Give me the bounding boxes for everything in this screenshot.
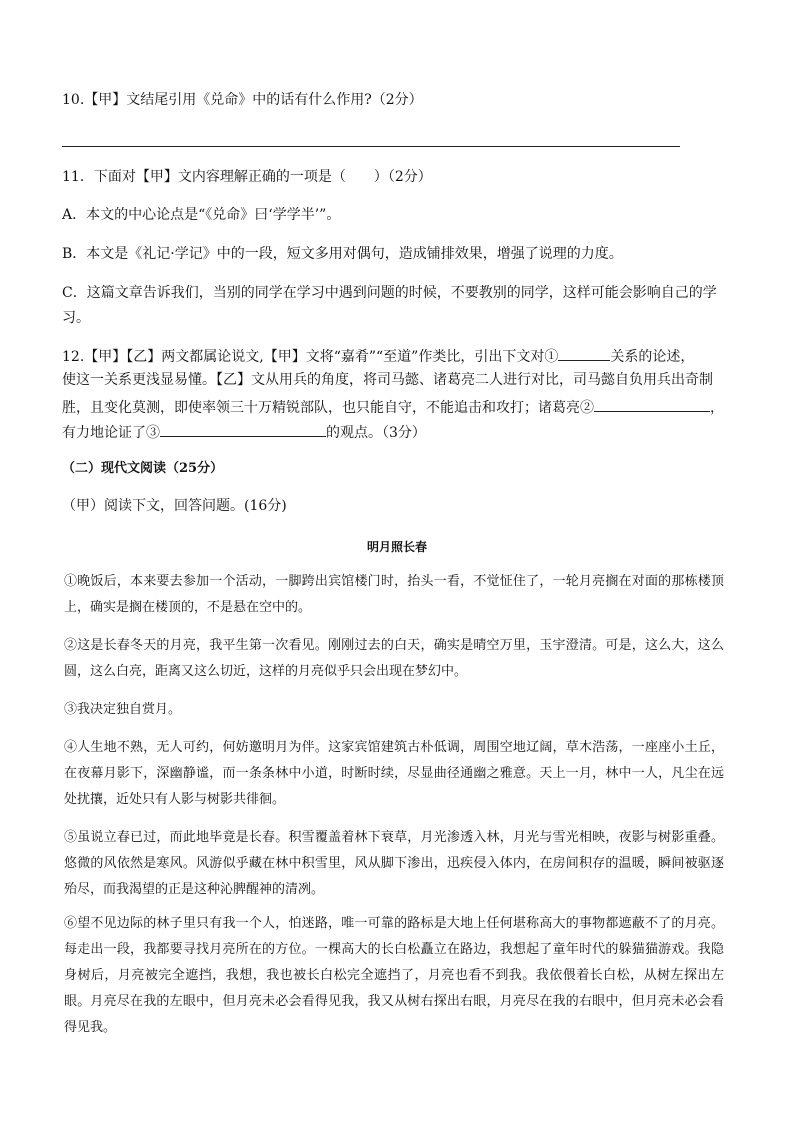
- article-paragraph-6: [64, 911, 724, 1041]
- question-11-option-c-cont: 习。: [62, 310, 90, 326]
- article-paragraph-2: [64, 633, 724, 685]
- paragraph-text: ⑤虽说立春已过，而此地毕竟是长春。积雪覆盖着林下衰草，月光渗透入林，月光与雪光相映，夜影与树影重叠。悠微的风依然是寒风。风游似乎藏在林中积雪里，风从脚下渗出，迅疾侵入体内，在房间积存的温暖，瞬间被驱逐殆尽，而我渴望的正是这种沁脾醒神的清冽。: [64, 830, 724, 897]
- question-11-option-b: B．本文是《礼记·学记》中的一段，短文多用对偶句，造成铺排效果，增强了说理的力度。: [62, 246, 623, 262]
- paragraph-text: ③我决定独自赏月。: [64, 702, 182, 717]
- question-12-text: 的观点。（3分）: [326, 425, 426, 441]
- question-12-text: 关系的论述，: [610, 349, 695, 365]
- question-12-text: ，: [710, 400, 724, 416]
- question-10: 10.【甲】文结尾引用《兑命》中的话有什么作用?（2分）: [62, 92, 423, 108]
- question-12-text: 12.【甲】【乙】两文都属论说文,【甲】文将“嘉肴”“至道”作类比，引出下文对①: [62, 349, 559, 365]
- article-paragraph-3: [64, 697, 724, 723]
- section-heading: （二）现代文阅读（25分）: [62, 461, 224, 476]
- question-11-stem: 11．下面对【甲】文内容理解正确的一项是（ ）（2分）: [62, 169, 432, 185]
- answer-blank-2: [594, 397, 710, 412]
- question-11-option-c: C．这篇文章告诉我们，当别的同学在学习中遇到问题的时候，不要教别的同学，这样可能会影响自己的学: [62, 285, 717, 301]
- answer-blank-1: [558, 346, 610, 361]
- paragraph-text: ④人生地不熟，无人可约，何妨邀明月为伴。这家宾馆建筑古朴低调，周围空地辽阔，草木浩荡，一座座小土丘，在夜幕月影下，深幽静谧，而一条条林中小道，时断时续，尽显曲径通幽之雅意。天上一月，林中一人，凡尘在远处扰攘，近处只有人影与树影共徘徊。: [64, 740, 724, 807]
- article-title: 明月照长春: [366, 540, 427, 554]
- question-12-line-2: 使这一关系更浅显易懂。【乙】文从用兵的角度，将司马懿、诸葛亮二人进行对比，司马懿自负用兵出奇制: [62, 372, 713, 388]
- article-paragraph-5: [64, 825, 724, 903]
- question-12-line-4: [62, 422, 426, 442]
- question-12-line-1: [62, 346, 694, 366]
- answer-line-q10: [62, 146, 680, 147]
- article-paragraph-4: [64, 735, 724, 813]
- question-12-text: 胜，且变化莫测，即使率领三十万精锐部队，也只能自守，不能追击和攻打；诸葛亮②: [62, 400, 594, 416]
- section-subheading: （甲）阅读下文，回答问题。(16分): [62, 498, 287, 514]
- question-12-text: 有力地论证了③: [62, 425, 160, 441]
- paragraph-text: ⑥望不见边际的林子里只有我一个人，怕迷路，唯一可靠的路标是大地上任何堪称高大的事物都遮蔽不了的月亮。每走出一段，我都要寻找月亮所在的方位。一棵高大的长白松矗立在路边，我想起了童年时代的躲猫猫游戏。我隐身树后，月亮被完全遮挡，我想，我也被长白松完全遮挡了，月亮也看不到我。我依偎着长白松，从树左探出左眼。月亮尽在我的左眼中，但月亮未必会看得见我，我又从树右探出右眼，月亮尽在我的右眼中，但月亮未必会看得见我。: [64, 916, 724, 1035]
- answer-blank-3: [160, 422, 326, 437]
- paragraph-text: ②这是长春冬天的月亮，我平生第一次看见。刚刚过去的白天，确实是晴空万里，玉宇澄清。可是，这么大，这么圆，这么白亮，距离又这么切近，这样的月亮似乎只会出现在梦幻中。: [64, 638, 724, 679]
- question-11-option-a: A．本文的中心论点是“《兑命》曰‘学学半’”。: [62, 207, 341, 223]
- question-12-line-3: [62, 397, 724, 417]
- paragraph-text: ①晚饭后，本来要去参加一个活动，一脚跨出宾馆楼门时，抬头一看，不觉怔住了，一轮月亮搁在对面的那栋楼顶上，确实是搁在楼顶的，不是悬在空中的。: [64, 574, 724, 615]
- article-paragraph-1: [64, 569, 724, 621]
